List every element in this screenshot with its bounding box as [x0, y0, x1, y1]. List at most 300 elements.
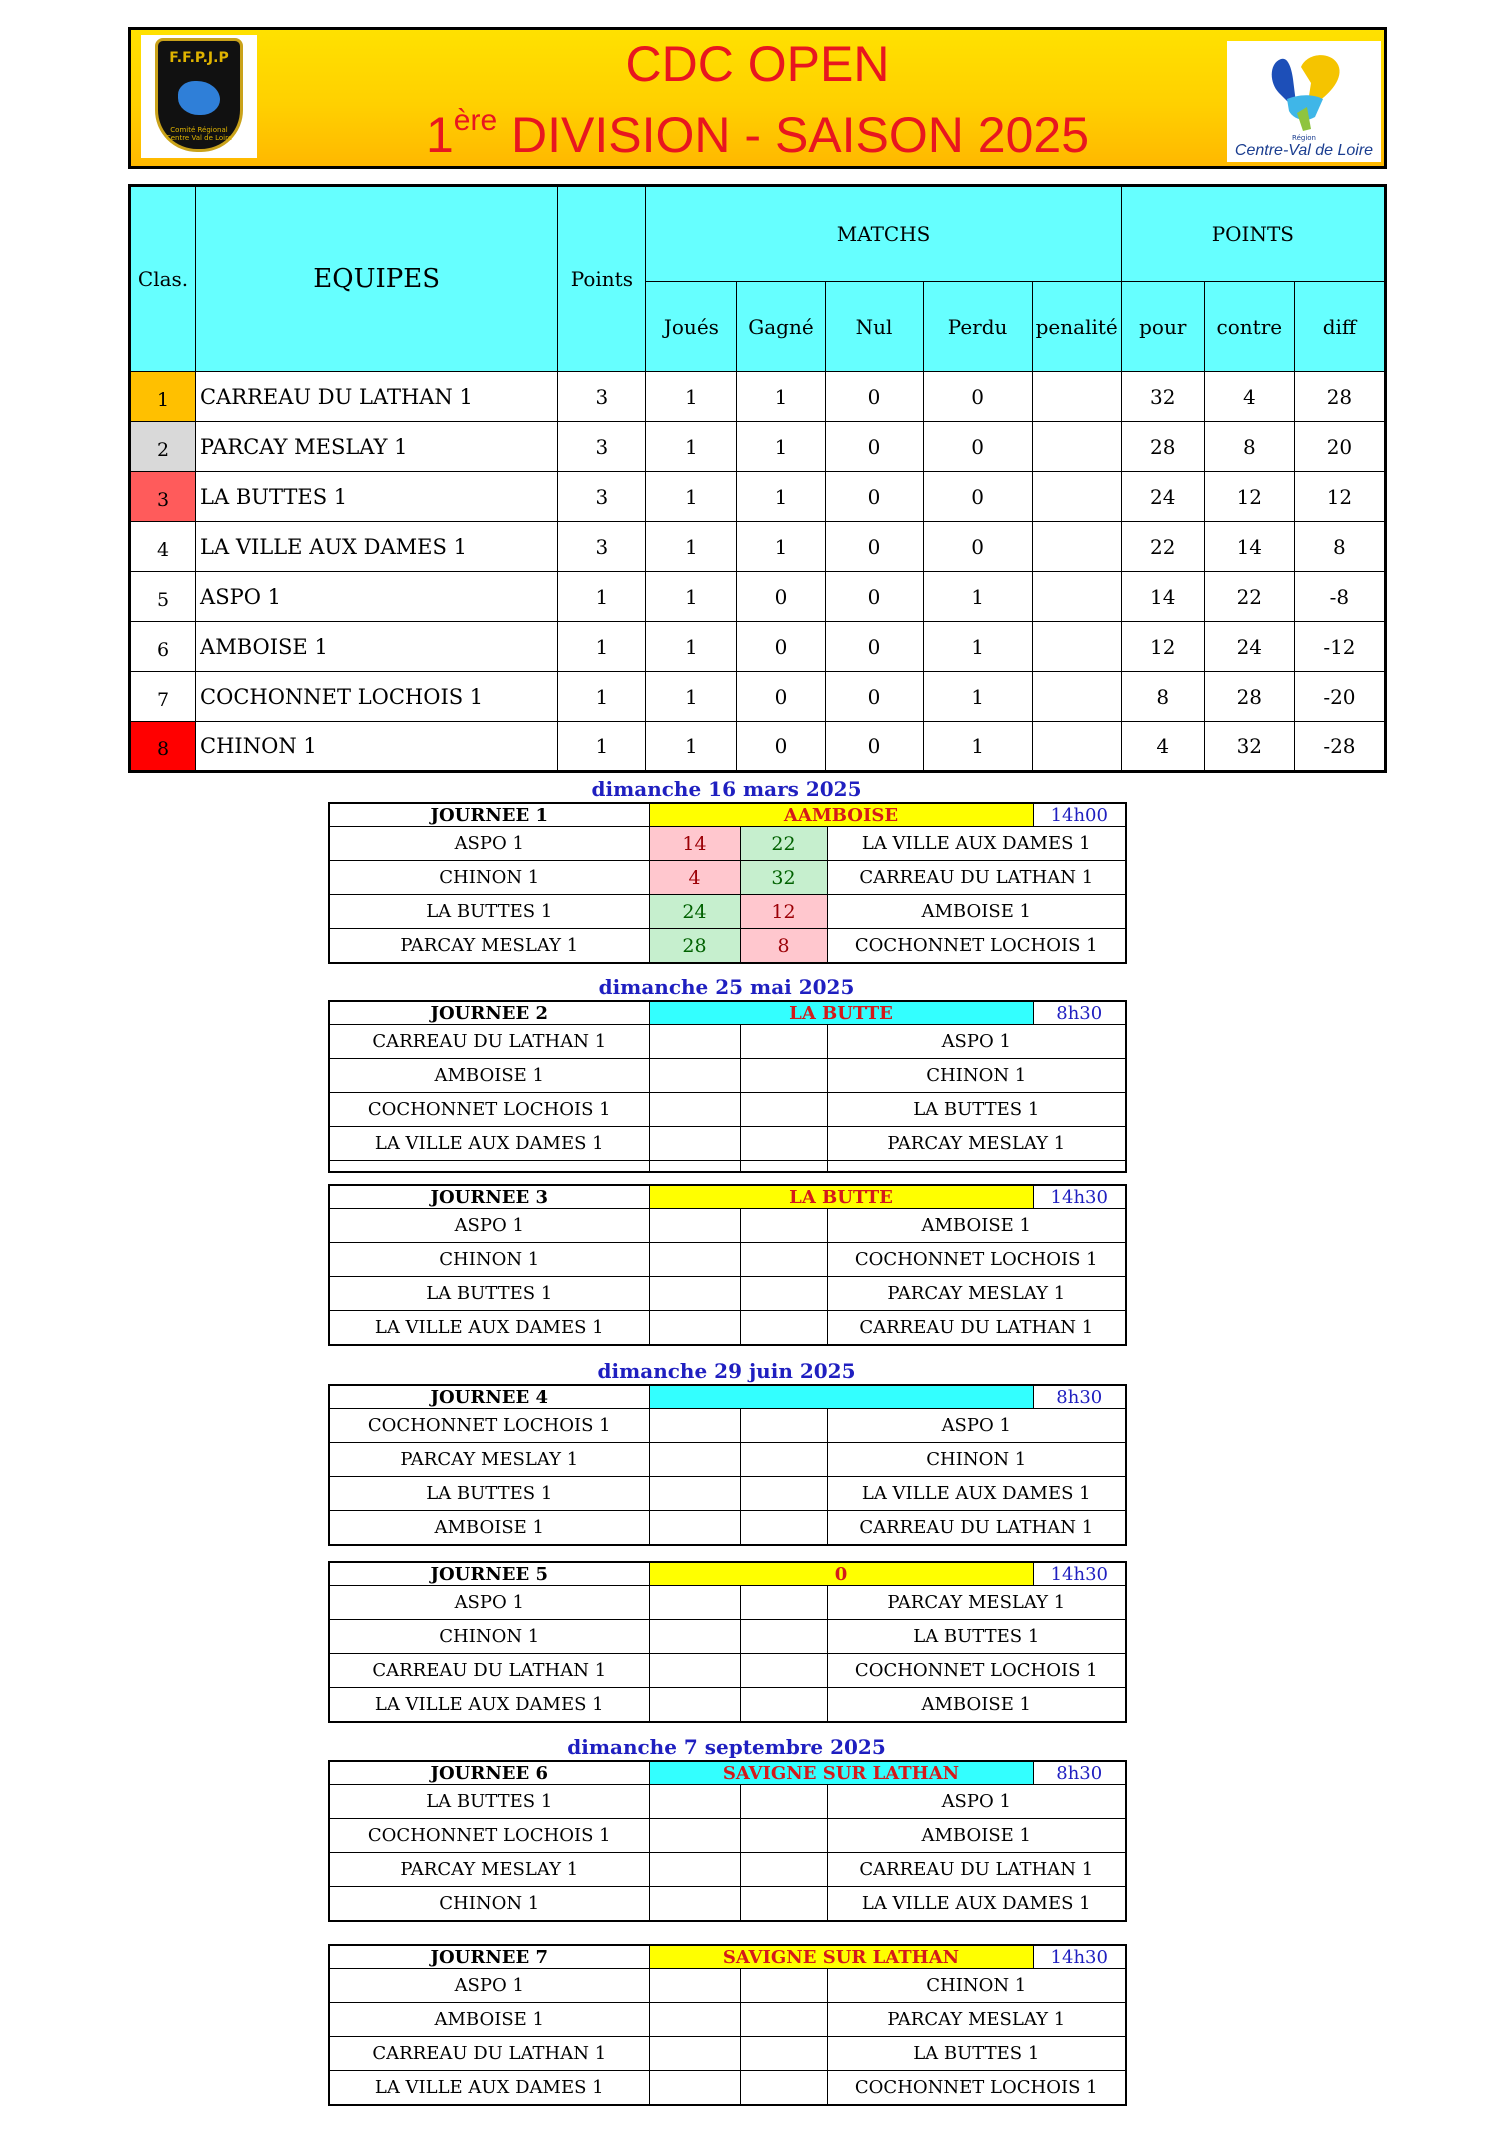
date-label-3: dimanche 29 juin 2025 — [597, 1359, 856, 1383]
home-score: 24 — [649, 895, 740, 929]
match-row — [329, 929, 1126, 964]
rank-cell: 7 — [130, 672, 196, 722]
away-team: PARCAY MESLAY 1 — [827, 2003, 1126, 2037]
blank-cell — [740, 1161, 827, 1173]
journee-7-table — [328, 1944, 1127, 2106]
away-team: PARCAY MESLAY 1 — [827, 1277, 1126, 1311]
journee-4-table — [328, 1384, 1127, 1546]
match-row — [329, 1654, 1126, 1688]
pour-cell: 22 — [1121, 522, 1204, 572]
journee-venue: LA BUTTE — [649, 1001, 1033, 1025]
gagne-cell: 1 — [737, 422, 825, 472]
away-team: PARCAY MESLAY 1 — [827, 1586, 1126, 1620]
home-score — [649, 1620, 740, 1654]
journee-name: JOURNEE 2 — [329, 1001, 649, 1025]
home-team: ASPO 1 — [329, 1209, 649, 1243]
match-row — [329, 1969, 1126, 2003]
match-row — [329, 827, 1126, 861]
home-score — [649, 1409, 740, 1443]
contre-cell: 14 — [1204, 522, 1294, 572]
journee-name: JOURNEE 7 — [329, 1945, 649, 1969]
standings-body — [130, 372, 1386, 772]
standings-table — [128, 184, 1387, 773]
away-team: CARREAU DU LATHAN 1 — [827, 1311, 1126, 1346]
heart-logo-icon — [1267, 49, 1345, 133]
journee-3-table — [328, 1184, 1127, 1346]
home-team: AMBOISE 1 — [329, 1059, 649, 1093]
header-equipes: EQUIPES — [196, 186, 558, 372]
points-cell: 3 — [558, 422, 646, 472]
journee-venue: 0 — [649, 1562, 1033, 1586]
journee-1-table — [328, 802, 1127, 964]
home-score — [649, 1059, 740, 1093]
match-row — [329, 1853, 1126, 1887]
diff-cell: -20 — [1294, 672, 1385, 722]
gagne-cell: 1 — [737, 472, 825, 522]
joues-cell: 1 — [646, 722, 737, 772]
nul-cell: 0 — [825, 672, 923, 722]
perdu-cell: 0 — [923, 372, 1032, 422]
contre-cell: 12 — [1204, 472, 1294, 522]
header-pour: pour — [1121, 282, 1204, 372]
points-cell: 3 — [558, 372, 646, 422]
away-team: COCHONNET LOCHOIS 1 — [827, 1243, 1126, 1277]
subtitle-rest: DIVISION - SAISON 2025 — [497, 107, 1090, 163]
home-score — [649, 1586, 740, 1620]
home-score — [649, 2071, 740, 2106]
perdu-cell: 0 — [923, 472, 1032, 522]
team-name-cell: ASPO 1 — [196, 572, 558, 622]
penalite-cell — [1032, 422, 1121, 472]
away-team: PARCAY MESLAY 1 — [827, 1127, 1126, 1161]
rank-cell: 1 — [130, 372, 196, 422]
match-row — [329, 1620, 1126, 1654]
away-score — [740, 1127, 827, 1161]
home-team: CHINON 1 — [329, 861, 649, 895]
away-score — [740, 1093, 827, 1127]
away-score — [740, 1443, 827, 1477]
joues-cell: 1 — [646, 422, 737, 472]
points-cell: 1 — [558, 572, 646, 622]
penalite-cell — [1032, 472, 1121, 522]
rank-cell: 6 — [130, 622, 196, 672]
team-name-cell: LA VILLE AUX DAMES 1 — [196, 522, 558, 572]
home-team: LA BUTTES 1 — [329, 1477, 649, 1511]
joues-cell: 1 — [646, 572, 737, 622]
date-label-1: dimanche 16 mars 2025 — [591, 777, 862, 801]
header-clas: Clas. — [130, 186, 196, 372]
journee-header-row — [329, 1761, 1126, 1785]
home-score — [649, 1025, 740, 1059]
away-score — [740, 1209, 827, 1243]
match-row — [329, 1511, 1126, 1546]
away-score — [740, 1688, 827, 1723]
header-joues: Joués — [646, 282, 737, 372]
away-team: CHINON 1 — [827, 1969, 1126, 2003]
diff-cell: 8 — [1294, 522, 1385, 572]
match-row — [329, 1443, 1126, 1477]
home-team: LA VILLE AUX DAMES 1 — [329, 1688, 649, 1723]
home-score — [649, 2003, 740, 2037]
home-team: CHINON 1 — [329, 1887, 649, 1922]
subtitle-number: 1 — [425, 107, 454, 163]
standings-row — [130, 522, 1386, 572]
away-score — [740, 1819, 827, 1853]
journee-time: 14h00 — [1033, 803, 1126, 827]
pour-cell: 28 — [1121, 422, 1204, 472]
ffpjp-logo-text: F.F.P.J.P — [169, 50, 229, 66]
match-row — [329, 1785, 1126, 1819]
match-row — [329, 1277, 1126, 1311]
standings-row — [130, 722, 1386, 772]
pour-cell: 12 — [1121, 622, 1204, 672]
date-label-2: dimanche 25 mai 2025 — [598, 975, 855, 999]
away-score — [740, 1887, 827, 1922]
points-cell: 1 — [558, 622, 646, 672]
header-matchs: MATCHS — [646, 186, 1121, 282]
home-team: COCHONNET LOCHOIS 1 — [329, 1409, 649, 1443]
match-row — [329, 2071, 1126, 2106]
away-score — [740, 1409, 827, 1443]
away-score — [740, 1243, 827, 1277]
journee-time: 14h30 — [1033, 1562, 1126, 1586]
nul-cell: 0 — [825, 422, 923, 472]
home-team: AMBOISE 1 — [329, 2003, 649, 2037]
team-name-cell: PARCAY MESLAY 1 — [196, 422, 558, 472]
header-penalite: penalité — [1032, 282, 1121, 372]
home-score — [649, 1853, 740, 1887]
standings-row — [130, 372, 1386, 422]
away-team: CARREAU DU LATHAN 1 — [827, 861, 1126, 895]
journee-header-row — [329, 1185, 1126, 1209]
page-subtitle — [131, 104, 1384, 163]
away-team: AMBOISE 1 — [827, 895, 1126, 929]
journee-venue: SAVIGNE SUR LATHAN — [649, 1945, 1033, 1969]
home-score: 28 — [649, 929, 740, 964]
home-score — [649, 1243, 740, 1277]
points-cell: 3 — [558, 522, 646, 572]
away-team: COCHONNET LOCHOIS 1 — [827, 2071, 1126, 2106]
journee-2-table — [328, 1000, 1127, 1173]
home-team: PARCAY MESLAY 1 — [329, 1443, 649, 1477]
match-row — [329, 1688, 1126, 1723]
blank-row — [329, 1161, 1126, 1173]
journee-name: JOURNEE 3 — [329, 1185, 649, 1209]
match-row — [329, 1311, 1126, 1346]
penalite-cell — [1032, 522, 1121, 572]
joues-cell: 1 — [646, 622, 737, 672]
away-team: CHINON 1 — [827, 1059, 1126, 1093]
home-score — [649, 1209, 740, 1243]
contre-cell: 8 — [1204, 422, 1294, 472]
away-score: 12 — [740, 895, 827, 929]
match-row — [329, 2037, 1126, 2071]
home-score — [649, 1277, 740, 1311]
away-score — [740, 1477, 827, 1511]
journee-time: 8h30 — [1033, 1385, 1126, 1409]
match-row — [329, 1209, 1126, 1243]
away-score: 8 — [740, 929, 827, 964]
home-team: COCHONNET LOCHOIS 1 — [329, 1819, 649, 1853]
gagne-cell: 0 — [737, 572, 825, 622]
away-score — [740, 1277, 827, 1311]
journee-time: 14h30 — [1033, 1185, 1126, 1209]
contre-cell: 4 — [1204, 372, 1294, 422]
away-team: LA BUTTES 1 — [827, 1620, 1126, 1654]
gagne-cell: 1 — [737, 372, 825, 422]
home-score — [649, 1969, 740, 2003]
diff-cell: -28 — [1294, 722, 1385, 772]
away-score — [740, 1311, 827, 1346]
journee-5-table — [328, 1561, 1127, 1723]
page-title: CDC OPEN — [625, 36, 890, 92]
match-row — [329, 1887, 1126, 1922]
header-points: Points — [558, 186, 646, 372]
away-team: LA VILLE AUX DAMES 1 — [827, 827, 1126, 861]
diff-cell: -12 — [1294, 622, 1385, 672]
penalite-cell — [1032, 672, 1121, 722]
rank-cell: 2 — [130, 422, 196, 472]
home-team: ASPO 1 — [329, 1969, 649, 2003]
nul-cell: 0 — [825, 522, 923, 572]
subtitle-superscript: ère — [453, 104, 498, 137]
home-team: COCHONNET LOCHOIS 1 — [329, 1093, 649, 1127]
home-score — [649, 1443, 740, 1477]
home-score — [649, 2037, 740, 2071]
perdu-cell: 1 — [923, 622, 1032, 672]
away-team: AMBOISE 1 — [827, 1819, 1126, 1853]
standings-row — [130, 672, 1386, 722]
away-score — [740, 1511, 827, 1546]
blank-cell — [827, 1161, 1126, 1173]
home-team: LA VILLE AUX DAMES 1 — [329, 2071, 649, 2106]
joues-cell: 1 — [646, 372, 737, 422]
standings-row — [130, 572, 1386, 622]
header-contre: contre — [1204, 282, 1294, 372]
journee-venue: SAVIGNE SUR LATHAN — [649, 1761, 1033, 1785]
penalite-cell — [1032, 722, 1121, 772]
home-team: CARREAU DU LATHAN 1 — [329, 1654, 649, 1688]
match-row — [329, 1819, 1126, 1853]
date-label-4: dimanche 7 septembre 2025 — [567, 1735, 886, 1759]
home-team: CHINON 1 — [329, 1243, 649, 1277]
region-logo-text: Centre-Val de Loire — [1234, 142, 1374, 159]
away-team: ASPO 1 — [827, 1785, 1126, 1819]
pour-cell: 14 — [1121, 572, 1204, 622]
points-cell: 1 — [558, 672, 646, 722]
contre-cell: 32 — [1204, 722, 1294, 772]
blank-cell — [329, 1161, 649, 1173]
away-team: CARREAU DU LATHAN 1 — [827, 1511, 1126, 1546]
away-score — [740, 1025, 827, 1059]
journee-name: JOURNEE 4 — [329, 1385, 649, 1409]
away-team: LA BUTTES 1 — [827, 2037, 1126, 2071]
away-score — [740, 1785, 827, 1819]
rank-cell: 3 — [130, 472, 196, 522]
match-row — [329, 861, 1126, 895]
match-row — [329, 895, 1126, 929]
joues-cell: 1 — [646, 472, 737, 522]
home-team: LA VILLE AUX DAMES 1 — [329, 1127, 649, 1161]
home-score — [649, 1819, 740, 1853]
home-team: CHINON 1 — [329, 1620, 649, 1654]
away-team: LA BUTTES 1 — [827, 1093, 1126, 1127]
home-team: LA BUTTES 1 — [329, 1785, 649, 1819]
home-team: CARREAU DU LATHAN 1 — [329, 1025, 649, 1059]
diff-cell: 20 — [1294, 422, 1385, 472]
away-team: AMBOISE 1 — [827, 1688, 1126, 1723]
diff-cell: 28 — [1294, 372, 1385, 422]
away-team: COCHONNET LOCHOIS 1 — [827, 1654, 1126, 1688]
away-score: 32 — [740, 861, 827, 895]
rank-cell: 5 — [130, 572, 196, 622]
match-row — [329, 1409, 1126, 1443]
home-team: PARCAY MESLAY 1 — [329, 929, 649, 964]
match-row — [329, 1127, 1126, 1161]
journee-time: 8h30 — [1033, 1761, 1126, 1785]
journee-name: JOURNEE 6 — [329, 1761, 649, 1785]
nul-cell: 0 — [825, 572, 923, 622]
away-team: ASPO 1 — [827, 1025, 1126, 1059]
team-name-cell: CHINON 1 — [196, 722, 558, 772]
away-score — [740, 1620, 827, 1654]
journee-header-row — [329, 1001, 1126, 1025]
home-team: LA VILLE AUX DAMES 1 — [329, 1311, 649, 1346]
away-score — [740, 2003, 827, 2037]
team-name-cell: COCHONNET LOCHOIS 1 — [196, 672, 558, 722]
gagne-cell: 0 — [737, 722, 825, 772]
home-score: 14 — [649, 827, 740, 861]
rank-cell: 4 — [130, 522, 196, 572]
away-score — [740, 1059, 827, 1093]
home-score — [649, 1887, 740, 1922]
perdu-cell: 0 — [923, 422, 1032, 472]
match-row — [329, 1059, 1126, 1093]
away-team: LA VILLE AUX DAMES 1 — [827, 1887, 1126, 1922]
pour-cell: 24 — [1121, 472, 1204, 522]
home-team: LA BUTTES 1 — [329, 1277, 649, 1311]
away-team: AMBOISE 1 — [827, 1209, 1126, 1243]
journee-header-row — [329, 1562, 1126, 1586]
match-row — [329, 1093, 1126, 1127]
journee-time: 14h30 — [1033, 1945, 1126, 1969]
journee-venue — [649, 1385, 1033, 1409]
home-score — [649, 1688, 740, 1723]
ffpjp-logo-subtext: Comité Régional Centre Val de Loire — [165, 126, 233, 142]
team-name-cell: CARREAU DU LATHAN 1 — [196, 372, 558, 422]
home-team: AMBOISE 1 — [329, 1511, 649, 1546]
home-score — [649, 1511, 740, 1546]
away-team: CHINON 1 — [827, 1443, 1126, 1477]
home-team: CARREAU DU LATHAN 1 — [329, 2037, 649, 2071]
diff-cell: 12 — [1294, 472, 1385, 522]
home-team: LA BUTTES 1 — [329, 895, 649, 929]
home-score — [649, 1477, 740, 1511]
away-team: COCHONNET LOCHOIS 1 — [827, 929, 1126, 964]
nul-cell: 0 — [825, 622, 923, 672]
pour-cell: 8 — [1121, 672, 1204, 722]
region-logo-small-text: Région — [1292, 134, 1316, 142]
home-score — [649, 1127, 740, 1161]
nul-cell: 0 — [825, 372, 923, 422]
joues-cell: 1 — [646, 522, 737, 572]
journee-header-row — [329, 803, 1126, 827]
team-name-cell: LA BUTTES 1 — [196, 472, 558, 522]
home-team: ASPO 1 — [329, 1586, 649, 1620]
page-header — [128, 27, 1387, 169]
nul-cell: 0 — [825, 722, 923, 772]
contre-cell: 22 — [1204, 572, 1294, 622]
away-team: ASPO 1 — [827, 1409, 1126, 1443]
match-row — [329, 1586, 1126, 1620]
nul-cell: 0 — [825, 472, 923, 522]
perdu-cell: 1 — [923, 572, 1032, 622]
penalite-cell — [1032, 372, 1121, 422]
perdu-cell: 1 — [923, 722, 1032, 772]
away-score — [740, 2071, 827, 2106]
match-row — [329, 1025, 1126, 1059]
away-score: 22 — [740, 827, 827, 861]
diff-cell: -8 — [1294, 572, 1385, 622]
pour-cell: 4 — [1121, 722, 1204, 772]
home-team: PARCAY MESLAY 1 — [329, 1853, 649, 1887]
standings-row — [130, 472, 1386, 522]
header-points-group: POINTS — [1121, 186, 1385, 282]
penalite-cell — [1032, 622, 1121, 672]
standings-row — [130, 422, 1386, 472]
standings-row — [130, 622, 1386, 672]
away-team: LA VILLE AUX DAMES 1 — [827, 1477, 1126, 1511]
home-score: 4 — [649, 861, 740, 895]
header-diff: diff — [1294, 282, 1385, 372]
team-name-cell: AMBOISE 1 — [196, 622, 558, 672]
blank-cell — [649, 1161, 740, 1173]
home-team: ASPO 1 — [329, 827, 649, 861]
match-row — [329, 1477, 1126, 1511]
home-score — [649, 1785, 740, 1819]
rank-cell: 8 — [130, 722, 196, 772]
header-gagne: Gagné — [737, 282, 825, 372]
contre-cell: 28 — [1204, 672, 1294, 722]
journee-6-table — [328, 1760, 1127, 1922]
journee-time: 8h30 — [1033, 1001, 1126, 1025]
gagne-cell: 1 — [737, 522, 825, 572]
away-score — [740, 1654, 827, 1688]
header-perdu: Perdu — [923, 282, 1032, 372]
away-team: CARREAU DU LATHAN 1 — [827, 1853, 1126, 1887]
joues-cell: 1 — [646, 672, 737, 722]
perdu-cell: 1 — [923, 672, 1032, 722]
region-logo — [1227, 41, 1381, 162]
away-score — [740, 1586, 827, 1620]
home-score — [649, 1654, 740, 1688]
header-nul: Nul — [825, 282, 923, 372]
points-cell: 1 — [558, 722, 646, 772]
match-row — [329, 2003, 1126, 2037]
home-score — [649, 1311, 740, 1346]
perdu-cell: 0 — [923, 522, 1032, 572]
contre-cell: 24 — [1204, 622, 1294, 672]
gagne-cell: 0 — [737, 622, 825, 672]
away-score — [740, 1969, 827, 2003]
journee-name: JOURNEE 1 — [329, 803, 649, 827]
pour-cell: 32 — [1121, 372, 1204, 422]
journee-venue: LA BUTTE — [649, 1185, 1033, 1209]
home-score — [649, 1093, 740, 1127]
journee-header-row — [329, 1385, 1126, 1409]
journee-header-row — [329, 1945, 1126, 1969]
points-cell: 3 — [558, 472, 646, 522]
